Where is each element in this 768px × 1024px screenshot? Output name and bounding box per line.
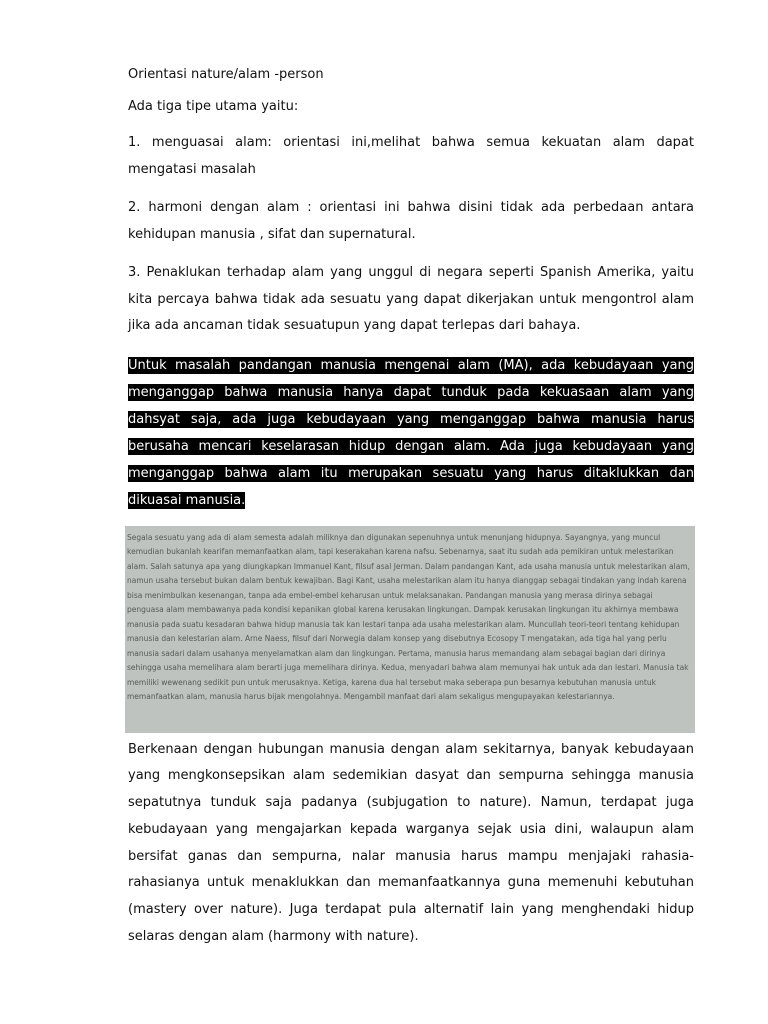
intro-line: Ada tiga tipe utama yaitu: — [128, 99, 299, 114]
document-title: Orientasi nature/alam -person — [128, 67, 324, 82]
list-item-1: 1. menguasai alam: orientasi ini,melihat bahwa semua kekuatan alam dapat mengatasi masalah — [128, 135, 694, 177]
list-item-3: 3. Penaklukan terhadap alam yang unggul di negara seperti Spanish Amerika, yaitu kita percaya bahwa tidak ada sesuatu yang dapat dikerjakan untuk mengontrol alam jika ada ancaman tidak sesuatupun yang dapat terlepas dari bahaya. — [128, 265, 694, 333]
quoted-excerpt — [125, 526, 695, 733]
closing-paragraph: Berkenaan dengan hubungan manusia dengan alam sekitarnya, banyak kebudayaan yang mengkonsepsikan alam sedemikian dasyat dan sempurna sehingga manusia sepatutnya tunduk saja padanya (subjugation to nature). Namun, terdapat juga kebudayaan yang mengajarkan kepada warganya sejak usia dini, walaupun alam bersifat ganas dan sempurna, nalar manusia harus mampu menjajaki rahasia-rahasianya untuk menaklukkan dan memanfaatkannya guna memenuhi kebutuhan (mastery over nature). Juga terdapat pula alternatif lain yang menghendaki hidup selaras dengan alam (harmony with nature). — [128, 741, 694, 945]
highlighted-paragraph — [128, 352, 694, 514]
highlighted-text: Untuk masalah pandangan manusia mengenai alam (MA), ada kebudayaan yang menganggap bahwa manusia hanya dapat tunduk pada kekuasaan alam yang dahsyat saja, ada juga kebudayaan yang menganggap bahwa manusia harus berusaha mencari keselarasan hidup dengan alam. Ada juga kebudayaan yang menganggap bahwa alam itu merupakan sesuatu yang harus ditaklukkan dan dikuasai manusia. — [128, 357, 694, 508]
document-body — [128, 66, 694, 951]
quoted-excerpt-text: Segala sesuatu yang ada di alam semesta adalah miliknya dan digunakan sepenuhnya untuk menunjang hidupnya. Sayangnya, yang muncul kemudian bukanlah kearifan memanfaatkan alam, tapi keserakahan karena nafsu. Sebenarnya, saat itu sudah ada pemikiran untuk melestarikan alam. Salah satunya apa yang diungkapkan Immanuel Kant, filsuf asal Jerman. Dalam pandangan Kant, ada usaha manusia untuk melestarikan alam, namun usaha tersebut bukan dalam bentuk kewajiban. Bagi Kant, usaha melestarikan alam itu hanya dianggap sebagai tindakan yang indah karena bisa menimbulkan kesenangan, tanpa ada embel-embel keharusan untuk melaksanakan. Pandangan manusia yang merasa dirinya sebagai penguasa alam membawanya pada kondisi kepanikan global karena kerusakan lingkungan. Dampak kerusakan lingkungan itu akhirnya membawa manusia pada suatu kesadaran bahwa hidup manusia tak kan lestari tanpa ada usaha melestarikan alam. Muncullah teori-teori tentang kehidupan manusia dan kelestarian alam. Arne Naess, filsuf dari Norwegia dalam konsep yang disebutnya Ecosopy T mengatakan, ada tiga hal yang perlu manusia sadari dalam usahanya menyelamatkan alam dan lingkungan. Pertama, manusia harus memandang alam sebagai bagian dari dirinya sehingga usaha memelihara alam berarti juga memelihara dirinya. Kedua, menyadari bahwa alam memunyai hak untuk ada dan lestari. Manusia tak memiliki wewenang sedikit pun untuk merusaknya. Ketiga, karena dua hal tersebut maka seberapa pun besarnya kebutuhan manusia untuk memanfaatkan alam, manusia harus bijak mengolahnya. Mengambil manfaat dari alam sekaligus mengupayakan kelestariannya. — [127, 532, 690, 701]
list-item-2: 2. harmoni dengan alam : orientasi ini bahwa disini tidak ada perbedaan antara kehidupan manusia , sifat dan supernatural. — [128, 200, 694, 242]
